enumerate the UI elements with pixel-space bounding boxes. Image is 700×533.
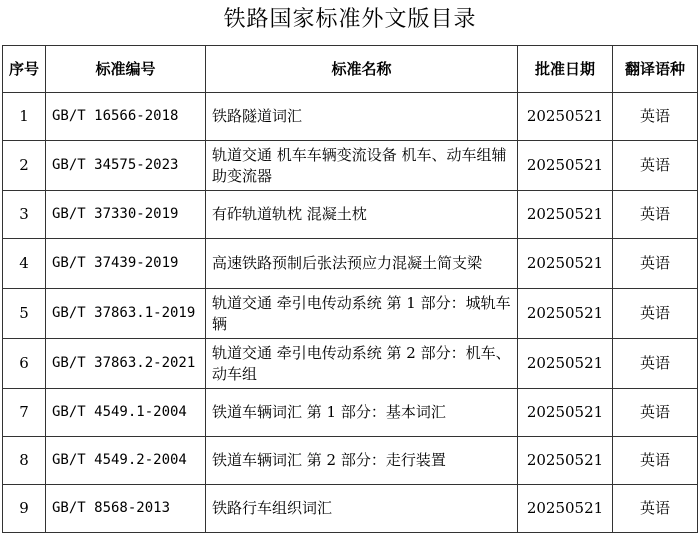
cell-lang: 英语: [613, 93, 698, 141]
cell-lang: 英语: [613, 437, 698, 485]
cell-lang: 英语: [613, 389, 698, 437]
cell-name: 轨道交通 机车车辆变流设备 机车、动车组辅助变流器: [206, 141, 518, 191]
table-row: [3, 239, 698, 289]
cell-date: 20250521: [518, 437, 613, 485]
cell-no: 8: [3, 437, 46, 485]
header-no: 序号: [3, 46, 46, 93]
cell-date: 20250521: [518, 485, 613, 533]
cell-code: GB/T 37863.1-2019: [46, 289, 206, 339]
table-header-row: [3, 46, 698, 93]
header-name: 标准名称: [206, 46, 518, 93]
cell-name: 有砟轨道轨枕 混凝土枕: [206, 191, 518, 239]
cell-lang: 英语: [613, 485, 698, 533]
cell-name: 铁路行车组织词汇: [206, 485, 518, 533]
table-row: [3, 339, 698, 389]
cell-lang: 英语: [613, 289, 698, 339]
cell-date: 20250521: [518, 289, 613, 339]
table-row: [3, 289, 698, 339]
cell-name: 铁道车辆词汇 第 1 部分：基本词汇: [206, 389, 518, 437]
cell-no: 1: [3, 93, 46, 141]
page-title: 铁路国家标准外文版目录: [223, 7, 477, 32]
cell-date: 20250521: [518, 339, 613, 389]
header-lang: 翻译语种: [613, 46, 698, 93]
cell-date: 20250521: [518, 141, 613, 191]
cell-no: 4: [3, 239, 46, 289]
table-row: [3, 141, 698, 191]
table-row: [3, 437, 698, 485]
header-date: 批准日期: [518, 46, 613, 93]
cell-code: GB/T 34575-2023: [46, 141, 206, 191]
cell-no: 9: [3, 485, 46, 533]
cell-code: GB/T 37330-2019: [46, 191, 206, 239]
cell-no: 5: [3, 289, 46, 339]
cell-no: 3: [3, 191, 46, 239]
cell-name: 铁道车辆词汇 第 2 部分：走行装置: [206, 437, 518, 485]
cell-lang: 英语: [613, 191, 698, 239]
table-row: [3, 93, 698, 141]
cell-name: 铁路隧道词汇: [206, 93, 518, 141]
cell-no: 6: [3, 339, 46, 389]
table-row: [3, 485, 698, 533]
cell-code: GB/T 4549.2-2004: [46, 437, 206, 485]
cell-code: GB/T 16566-2018: [46, 93, 206, 141]
header-code: 标准编号: [46, 46, 206, 93]
table-row: [3, 389, 698, 437]
cell-name: 高速铁路预制后张法预应力混凝土简支梁: [206, 239, 518, 289]
standards-table: [2, 45, 698, 533]
cell-date: 20250521: [518, 191, 613, 239]
cell-no: 2: [3, 141, 46, 191]
cell-lang: 英语: [613, 141, 698, 191]
cell-date: 20250521: [518, 239, 613, 289]
cell-code: GB/T 8568-2013: [46, 485, 206, 533]
cell-no: 7: [3, 389, 46, 437]
cell-code: GB/T 37439-2019: [46, 239, 206, 289]
table-row: [3, 191, 698, 239]
cell-date: 20250521: [518, 93, 613, 141]
cell-date: 20250521: [518, 389, 613, 437]
cell-lang: 英语: [613, 239, 698, 289]
cell-code: GB/T 4549.1-2004: [46, 389, 206, 437]
cell-lang: 英语: [613, 339, 698, 389]
cell-code: GB/T 37863.2-2021: [46, 339, 206, 389]
cell-name: 轨道交通 牵引电传动系统 第 1 部分：城轨车辆: [206, 289, 518, 339]
cell-name: 轨道交通 牵引电传动系统 第 2 部分：机车、动车组: [206, 339, 518, 389]
